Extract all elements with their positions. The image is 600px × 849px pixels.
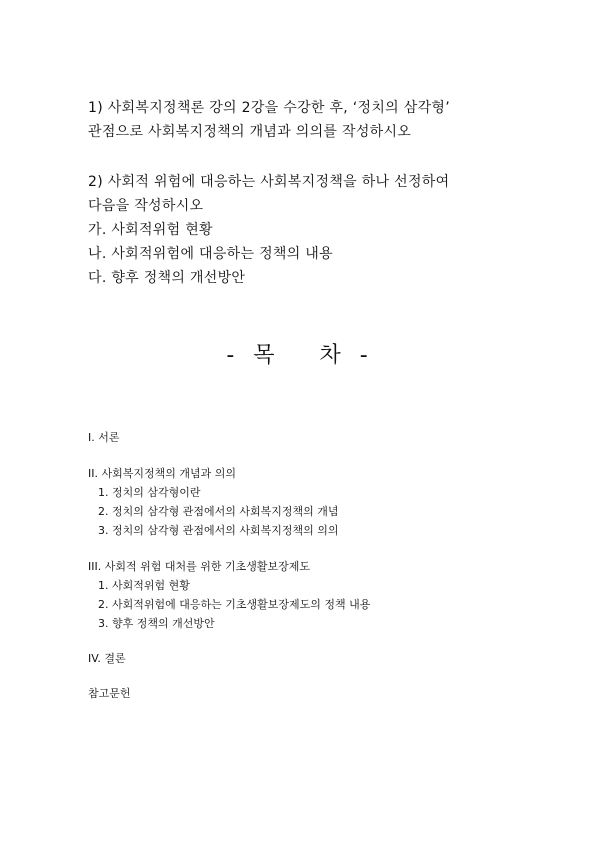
toc-section-5 [88, 684, 528, 703]
toc-title: - 목 차 - [226, 343, 374, 368]
question-2-item-b: 나. 사회적위험에 대응하는 정책의 내용 [88, 246, 333, 262]
toc-section-2-item-3: 3. 정치의 삼각형 관점에서의 사회복지정책의 의의 [98, 524, 339, 537]
toc-section-3-item-3: 3. 향후 정책의 개선방안 [98, 617, 215, 630]
toc-section-3 [88, 557, 528, 633]
toc-section-2 [88, 464, 528, 540]
question-2-item-c: 다. 향후 정책의 개선방안 [88, 270, 246, 286]
toc-section-4 [88, 649, 528, 668]
question-2-line-1: 2) 사회적 위험에 대응하는 사회복지정책을 하나 선정하여 [88, 174, 450, 190]
question-1-line-1: 1) 사회복지정책론 강의 2강을 수강한 후, ‘정치의 삼각형’ [88, 100, 450, 116]
toc-section-2-item-1: 1. 정치의 삼각형이란 [98, 486, 201, 499]
question-2-line-2: 다음을 작성하시오 [88, 198, 204, 214]
question-2 [88, 170, 528, 290]
question-1 [88, 96, 528, 144]
toc-section-3-item-1: 1. 사회적위험 현황 [98, 579, 190, 592]
toc-section-3-item-2: 2. 사회적위험에 대응하는 기초생활보장제도의 정책 내용 [98, 598, 371, 611]
toc-section-2-item-2: 2. 정치의 삼각형 관점에서의 사회복지정책의 개념 [98, 505, 339, 518]
toc-section-4-title: IV. 결론 [88, 652, 126, 665]
question-1-line-2: 관점으로 사회복지정책의 개념과 의의를 작성하시오 [88, 124, 412, 140]
question-2-item-a: 가. 사회적위험 현황 [88, 222, 213, 238]
toc-section-1-title: I. 서론 [88, 431, 120, 444]
toc-section-3-title: III. 사회적 위험 대처를 위한 기초생활보장제도 [88, 560, 310, 573]
toc-section-1 [88, 428, 528, 447]
toc-section-5-title: 참고문헌 [88, 687, 131, 700]
toc-section-2-title: II. 사회복지정책의 개념과 의의 [88, 467, 236, 480]
